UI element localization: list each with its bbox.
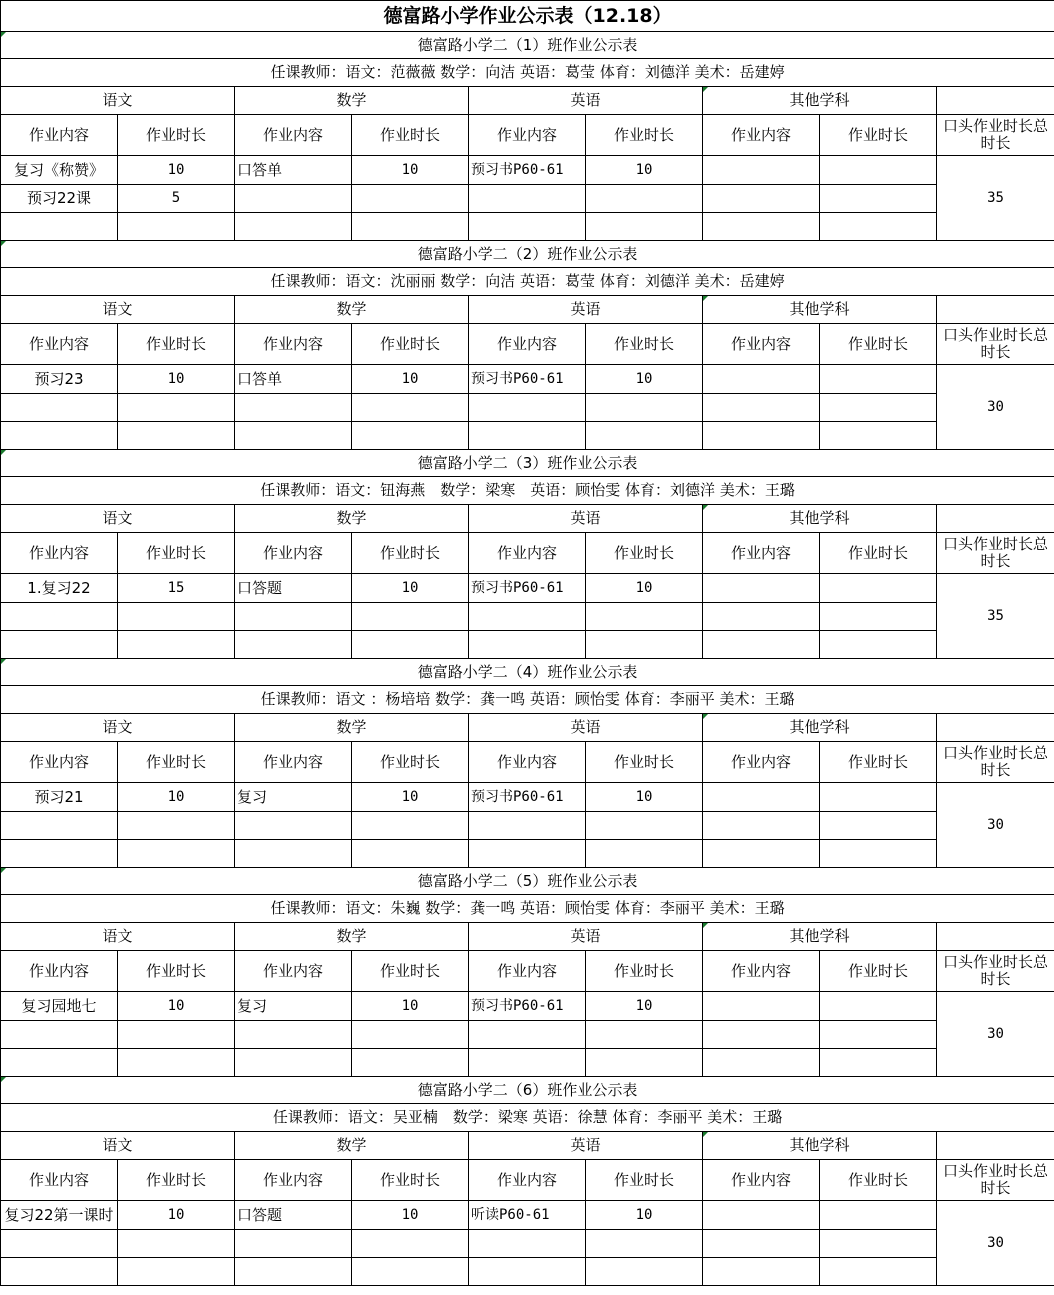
duration-header: 作业时长: [352, 951, 469, 992]
oral-total-header: 口头作业时长总时长: [937, 951, 1054, 992]
content-header: 作业内容: [469, 115, 586, 156]
homework-content-cell: 复习: [235, 992, 352, 1021]
homework-duration-cell: [118, 422, 235, 450]
content-header: 作业内容: [235, 533, 352, 574]
homework-content-cell: [235, 185, 352, 213]
homework-content-cell: [1, 1021, 118, 1049]
homework-content-cell: 口答单: [235, 365, 352, 394]
homework-duration-cell: [352, 213, 469, 241]
subject-header: 语文: [1, 87, 235, 115]
duration-header: 作业时长: [586, 951, 703, 992]
homework-duration-cell: [352, 603, 469, 631]
homework-duration-cell: 10: [586, 992, 703, 1021]
content-header: 作业内容: [1, 533, 118, 574]
subject-header: 语文: [1, 296, 235, 324]
homework-content-cell: [235, 1230, 352, 1258]
subject-header: 英语: [469, 505, 703, 533]
homework-duration-cell: 10: [118, 783, 235, 812]
homework-duration-cell: [586, 1230, 703, 1258]
homework-content-cell: [1, 631, 118, 659]
homework-content-cell: [1, 1230, 118, 1258]
homework-content-cell: [1, 1258, 118, 1286]
total-duration: 30: [937, 1201, 1054, 1286]
homework-content-cell: [703, 1258, 820, 1286]
homework-content-cell: 1.复习22: [1, 574, 118, 603]
homework-content-cell: 听读P60-61: [469, 1201, 586, 1230]
blank-cell: [937, 505, 1054, 533]
homework-duration-cell: [118, 1021, 235, 1049]
subject-header: 英语: [469, 87, 703, 115]
duration-header: 作业时长: [820, 533, 937, 574]
content-header: 作业内容: [1, 1160, 118, 1201]
subject-header: 数学: [235, 87, 469, 115]
homework-duration-cell: [820, 1258, 937, 1286]
homework-duration-cell: [820, 365, 937, 394]
content-header: 作业内容: [1, 742, 118, 783]
homework-duration-cell: [118, 840, 235, 868]
homework-content-cell: [703, 422, 820, 450]
homework-duration-cell: [118, 1049, 235, 1077]
subject-header: 数学: [235, 296, 469, 324]
homework-duration-cell: [820, 812, 937, 840]
homework-duration-cell: [118, 1230, 235, 1258]
homework-content-cell: [235, 213, 352, 241]
homework-duration-cell: [586, 603, 703, 631]
duration-header: 作业时长: [118, 1160, 235, 1201]
homework-duration-cell: [820, 1201, 937, 1230]
subject-header: 其他学科: [703, 714, 937, 742]
homework-duration-cell: [820, 213, 937, 241]
subject-header: 英语: [469, 296, 703, 324]
content-header: 作业内容: [1, 324, 118, 365]
subject-header: 语文: [1, 505, 235, 533]
homework-duration-cell: 10: [352, 1201, 469, 1230]
content-header: 作业内容: [235, 1160, 352, 1201]
homework-content-cell: [1, 394, 118, 422]
homework-duration-cell: [820, 1021, 937, 1049]
oral-total-header: 口头作业时长总时长: [937, 1160, 1054, 1201]
blank-cell: [937, 714, 1054, 742]
subject-header: 其他学科: [703, 923, 937, 951]
homework-duration-cell: [118, 394, 235, 422]
subject-header: 数学: [235, 923, 469, 951]
homework-duration-cell: [586, 1258, 703, 1286]
homework-duration-cell: 10: [118, 1201, 235, 1230]
total-duration: 30: [937, 992, 1054, 1077]
homework-content-cell: 复习: [235, 783, 352, 812]
page-title: 德富路小学作业公示表（12.18）: [1, 1, 1054, 32]
homework-duration-cell: [352, 394, 469, 422]
subject-header: 其他学科: [703, 505, 937, 533]
homework-content-cell: [469, 1021, 586, 1049]
subject-header: 其他学科: [703, 296, 937, 324]
total-duration: 30: [937, 365, 1054, 450]
duration-header: 作业时长: [352, 324, 469, 365]
homework-content-cell: [703, 1201, 820, 1230]
homework-content-cell: [703, 631, 820, 659]
subject-header: 语文: [1, 923, 235, 951]
homework-duration-cell: [586, 631, 703, 659]
homework-content-cell: [1, 1049, 118, 1077]
homework-content-cell: [469, 840, 586, 868]
oral-total-header: 口头作业时长总时长: [937, 115, 1054, 156]
homework-content-cell: [235, 812, 352, 840]
homework-content-cell: [235, 1021, 352, 1049]
homework-duration-cell: [820, 992, 937, 1021]
homework-duration-cell: 10: [586, 1201, 703, 1230]
homework-duration-cell: 15: [118, 574, 235, 603]
homework-content-cell: [469, 603, 586, 631]
content-header: 作业内容: [469, 1160, 586, 1201]
homework-content-cell: 预习21: [1, 783, 118, 812]
homework-content-cell: 复习园地七: [1, 992, 118, 1021]
homework-duration-cell: [586, 840, 703, 868]
homework-duration-cell: [820, 1049, 937, 1077]
teacher-list: 任课教师：语文：沈丽丽 数学：向洁 英语：葛莹 体育：刘德洋 美术：岳建婷: [1, 268, 1054, 296]
homework-duration-cell: [586, 1021, 703, 1049]
homework-duration-cell: 5: [118, 185, 235, 213]
homework-duration-cell: [820, 185, 937, 213]
homework-content-cell: [1, 840, 118, 868]
duration-header: 作业时长: [820, 742, 937, 783]
total-duration: 35: [937, 574, 1054, 659]
homework-duration-cell: [118, 213, 235, 241]
homework-content-cell: [469, 631, 586, 659]
homework-content-cell: 预习23: [1, 365, 118, 394]
homework-duration-cell: [820, 422, 937, 450]
duration-header: 作业时长: [586, 115, 703, 156]
homework-duration-cell: [118, 603, 235, 631]
teacher-list: 任课教师：语文：吴亚楠 数学：梁寒 英语：徐慧 体育：李丽平 美术：王璐: [1, 1104, 1054, 1132]
class-title: 德富路小学二（3）班作业公示表: [1, 450, 1054, 477]
content-header: 作业内容: [703, 115, 820, 156]
homework-duration-cell: [820, 574, 937, 603]
duration-header: 作业时长: [352, 533, 469, 574]
homework-content-cell: [235, 603, 352, 631]
homework-content-cell: 口答题: [235, 1201, 352, 1230]
homework-content-cell: 预习书P60-61: [469, 992, 586, 1021]
homework-content-cell: [703, 1021, 820, 1049]
blank-cell: [937, 296, 1054, 324]
homework-duration-cell: 10: [118, 156, 235, 185]
duration-header: 作业时长: [118, 324, 235, 365]
total-duration: 30: [937, 783, 1054, 868]
homework-duration-cell: [586, 422, 703, 450]
homework-duration-cell: 10: [352, 574, 469, 603]
homework-duration-cell: [820, 1230, 937, 1258]
homework-duration-cell: 10: [586, 574, 703, 603]
duration-header: 作业时长: [118, 951, 235, 992]
homework-duration-cell: [352, 631, 469, 659]
subject-header: 数学: [235, 1132, 469, 1160]
homework-content-cell: [469, 213, 586, 241]
homework-duration-cell: [352, 840, 469, 868]
content-header: 作业内容: [703, 324, 820, 365]
homework-content-cell: [703, 1230, 820, 1258]
homework-duration-cell: [820, 631, 937, 659]
content-header: 作业内容: [1, 951, 118, 992]
duration-header: 作业时长: [352, 742, 469, 783]
homework-content-cell: 预习书P60-61: [469, 156, 586, 185]
duration-header: 作业时长: [586, 324, 703, 365]
homework-content-cell: [1, 422, 118, 450]
homework-content-cell: [469, 185, 586, 213]
homework-content-cell: [469, 1258, 586, 1286]
content-header: 作业内容: [703, 1160, 820, 1201]
homework-content-cell: [235, 394, 352, 422]
duration-header: 作业时长: [820, 1160, 937, 1201]
content-header: 作业内容: [1, 115, 118, 156]
content-header: 作业内容: [703, 742, 820, 783]
duration-header: 作业时长: [352, 1160, 469, 1201]
homework-content-cell: [1, 812, 118, 840]
homework-duration-cell: [820, 840, 937, 868]
homework-content-cell: 预习书P60-61: [469, 365, 586, 394]
content-header: 作业内容: [235, 742, 352, 783]
teacher-list: 任课教师：语文：范薇薇 数学：向洁 英语：葛莹 体育：刘德洋 美术：岳建婷: [1, 59, 1054, 87]
homework-duration-cell: [820, 394, 937, 422]
teacher-list: 任课教师：语文：钮海燕 数学：梁寒 英语：顾怡雯 体育：刘德洋 美术：王璐: [1, 477, 1054, 505]
duration-header: 作业时长: [586, 742, 703, 783]
class-title: 德富路小学二（6）班作业公示表: [1, 1077, 1054, 1104]
homework-duration-cell: [352, 1258, 469, 1286]
content-header: 作业内容: [469, 742, 586, 783]
homework-content-cell: [235, 422, 352, 450]
homework-duration-cell: [352, 1230, 469, 1258]
homework-content-cell: [703, 1049, 820, 1077]
duration-header: 作业时长: [820, 951, 937, 992]
class-title: 德富路小学二（1）班作业公示表: [1, 32, 1054, 59]
blank-cell: [937, 923, 1054, 951]
homework-content-cell: [703, 394, 820, 422]
homework-content-cell: [703, 603, 820, 631]
content-header: 作业内容: [469, 324, 586, 365]
homework-content-cell: [703, 812, 820, 840]
class-title: 德富路小学二（5）班作业公示表: [1, 868, 1054, 895]
subject-header: 数学: [235, 505, 469, 533]
homework-content-cell: [1, 213, 118, 241]
homework-duration-cell: 10: [352, 156, 469, 185]
homework-content-cell: [469, 1230, 586, 1258]
homework-duration-cell: [820, 603, 937, 631]
homework-content-cell: [469, 394, 586, 422]
homework-duration-cell: 10: [352, 992, 469, 1021]
homework-duration-cell: 10: [352, 783, 469, 812]
content-header: 作业内容: [469, 533, 586, 574]
homework-duration-cell: [820, 156, 937, 185]
homework-duration-cell: [586, 394, 703, 422]
duration-header: 作业时长: [820, 115, 937, 156]
duration-header: 作业时长: [586, 533, 703, 574]
homework-content-cell: 复习《称赞》: [1, 156, 118, 185]
homework-content-cell: [703, 213, 820, 241]
teacher-list: 任课教师：语文 ：杨培培 数学：龚一鸣 英语：顾怡雯 体育：李丽平 美术：王璐: [1, 686, 1054, 714]
homework-content-cell: [235, 840, 352, 868]
homework-content-cell: 口答单: [235, 156, 352, 185]
homework-content-cell: 预习22课: [1, 185, 118, 213]
subject-header: 语文: [1, 1132, 235, 1160]
subject-header: 其他学科: [703, 87, 937, 115]
homework-duration-cell: [352, 185, 469, 213]
duration-header: 作业时长: [118, 742, 235, 783]
homework-duration-cell: [820, 783, 937, 812]
content-header: 作业内容: [703, 533, 820, 574]
subject-header: 英语: [469, 923, 703, 951]
homework-duration-cell: 10: [586, 783, 703, 812]
blank-cell: [937, 87, 1054, 115]
homework-content-cell: [703, 156, 820, 185]
homework-content-cell: [703, 185, 820, 213]
homework-content-cell: [235, 631, 352, 659]
oral-total-header: 口头作业时长总时长: [937, 742, 1054, 783]
teacher-list: 任课教师：语文：朱巍 数学：龚一鸣 英语：顾怡雯 体育：李丽平 美术：王璐: [1, 895, 1054, 923]
homework-duration-cell: 10: [352, 365, 469, 394]
homework-content-cell: [235, 1258, 352, 1286]
homework-duration-cell: 10: [586, 365, 703, 394]
homework-content-cell: [703, 574, 820, 603]
homework-duration-cell: [586, 213, 703, 241]
class-title: 德富路小学二（4）班作业公示表: [1, 659, 1054, 686]
oral-total-header: 口头作业时长总时长: [937, 324, 1054, 365]
homework-content-cell: [235, 1049, 352, 1077]
duration-header: 作业时长: [820, 324, 937, 365]
homework-content-cell: [703, 992, 820, 1021]
content-header: 作业内容: [235, 115, 352, 156]
duration-header: 作业时长: [118, 115, 235, 156]
homework-duration-cell: [352, 1021, 469, 1049]
duration-header: 作业时长: [586, 1160, 703, 1201]
homework-duration-cell: [118, 812, 235, 840]
content-header: 作业内容: [235, 324, 352, 365]
subject-header: 英语: [469, 1132, 703, 1160]
homework-duration-cell: [352, 422, 469, 450]
homework-content-cell: [703, 840, 820, 868]
oral-total-header: 口头作业时长总时长: [937, 533, 1054, 574]
homework-content-cell: 预习书P60-61: [469, 574, 586, 603]
homework-duration-cell: [352, 812, 469, 840]
homework-duration-cell: 10: [118, 365, 235, 394]
homework-duration-cell: [586, 185, 703, 213]
subject-header: 语文: [1, 714, 235, 742]
homework-duration-cell: [352, 1049, 469, 1077]
homework-duration-cell: [586, 812, 703, 840]
duration-header: 作业时长: [352, 115, 469, 156]
homework-duration-cell: [586, 1049, 703, 1077]
homework-duration-cell: [118, 631, 235, 659]
content-header: 作业内容: [703, 951, 820, 992]
subject-header: 数学: [235, 714, 469, 742]
homework-duration-cell: 10: [118, 992, 235, 1021]
homework-content-cell: [469, 1049, 586, 1077]
content-header: 作业内容: [469, 951, 586, 992]
homework-content-cell: [469, 422, 586, 450]
total-duration: 35: [937, 156, 1054, 241]
homework-content-cell: 口答题: [235, 574, 352, 603]
homework-content-cell: [703, 365, 820, 394]
homework-content-cell: [469, 812, 586, 840]
subject-header: 英语: [469, 714, 703, 742]
homework-content-cell: 复习22第一课时: [1, 1201, 118, 1230]
homework-content-cell: 预习书P60-61: [469, 783, 586, 812]
blank-cell: [937, 1132, 1054, 1160]
homework-duration-cell: 10: [586, 156, 703, 185]
homework-content-cell: [1, 603, 118, 631]
duration-header: 作业时长: [118, 533, 235, 574]
content-header: 作业内容: [235, 951, 352, 992]
class-title: 德富路小学二（2）班作业公示表: [1, 241, 1054, 268]
subject-header: 其他学科: [703, 1132, 937, 1160]
homework-duration-cell: [118, 1258, 235, 1286]
homework-content-cell: [703, 783, 820, 812]
